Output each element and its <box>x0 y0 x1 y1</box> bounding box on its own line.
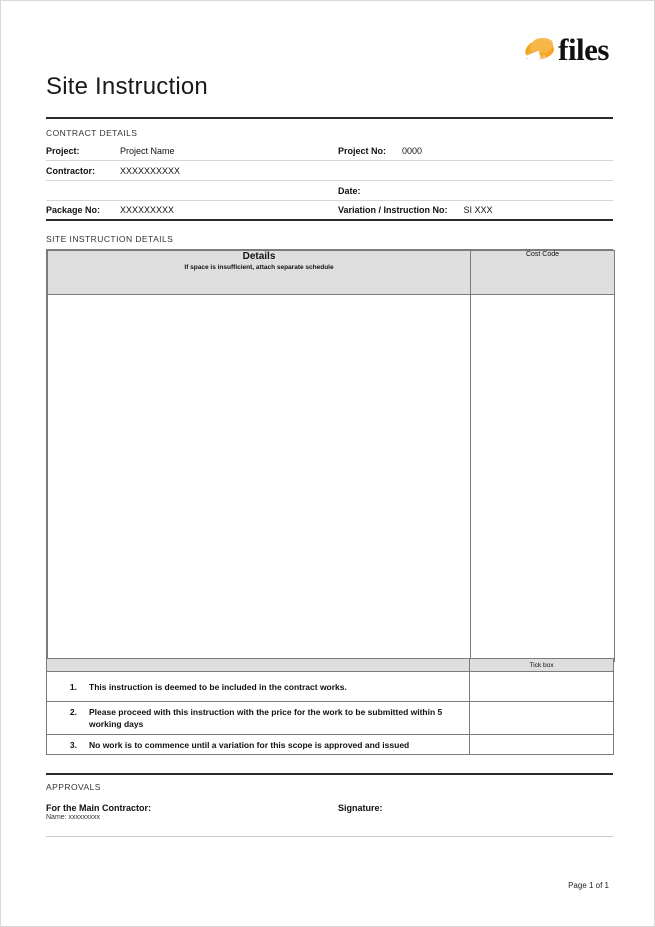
contract-details-grid <box>46 141 613 221</box>
signature-label: Signature: <box>338 803 383 813</box>
tick-checkbox-3[interactable] <box>470 735 614 755</box>
field-label-package-no: Package No: <box>46 205 101 215</box>
tick-header-row <box>47 659 614 672</box>
contract-details-row <box>46 161 613 181</box>
tick-checkbox-1[interactable] <box>470 672 614 702</box>
table-header-row <box>48 251 615 295</box>
tick-item-3 <box>47 735 470 755</box>
field-label-project-no: Project No: <box>338 145 387 156</box>
table-row <box>47 702 614 735</box>
tick-header-label: Tick box <box>470 659 614 672</box>
signature-line <box>46 836 613 837</box>
folder-blob-icon <box>523 37 557 63</box>
tick-item-1-number: 1. <box>69 681 77 692</box>
contract-details-row <box>46 181 613 201</box>
tick-header-blank <box>47 659 470 672</box>
field-value-project-no[interactable]: 0000 <box>402 145 423 156</box>
table-row <box>48 295 615 662</box>
contract-details-row <box>46 141 613 161</box>
tick-item-3-number: 3. <box>69 739 77 750</box>
tick-item-2-number: 2. <box>69 707 77 717</box>
table-row <box>47 735 614 755</box>
contract-details-row <box>46 201 613 221</box>
brand-logo-text: files <box>558 32 609 67</box>
field-label-project: Project: <box>46 145 80 156</box>
cost-code-input-area[interactable] <box>471 295 615 662</box>
brand-logo <box>523 27 609 65</box>
field-value-project[interactable]: Project Name <box>120 145 175 156</box>
approvals-divider <box>46 773 613 775</box>
field-value-contractor[interactable]: XXXXXXXXXX <box>120 165 181 176</box>
approvals-row <box>46 803 613 825</box>
field-value-variation-no[interactable]: SI XXX <box>463 205 493 215</box>
field-value-package-no[interactable]: XXXXXXXXX <box>120 205 175 215</box>
page-title: Site Instruction <box>46 73 208 100</box>
contract-details-heading: CONTRACT DETAILS <box>46 128 138 138</box>
tick-checkbox-2[interactable] <box>470 702 614 735</box>
column-header-cost-code: Cost Code <box>471 251 615 295</box>
table-row <box>47 672 614 702</box>
field-label-date: Date: <box>338 185 361 196</box>
field-label-contractor: Contractor: <box>46 165 95 176</box>
approvals-heading: APPROVALS <box>46 782 101 792</box>
column-header-details-subtitle: If space is insufficient, attach separate schedule <box>184 264 334 271</box>
tick-item-1 <box>47 672 470 702</box>
column-header-details-title: Details <box>242 251 276 262</box>
page-number: Page 1 of 1 <box>568 881 609 890</box>
tick-item-2-text: Please proceed with this instruction with the price for the work to be submitted within 5 working days <box>89 707 443 729</box>
main-contractor-name-line[interactable]: Name: xxxxxxxxx <box>46 814 101 821</box>
title-divider <box>46 117 613 119</box>
site-instruction-table <box>46 249 613 663</box>
tick-box-table <box>46 658 613 755</box>
tick-item-1-text: This instruction is deemed to be included in the contract works. <box>89 681 347 692</box>
site-instruction-details-heading: SITE INSTRUCTION DETAILS <box>46 234 174 244</box>
main-contractor-label: For the Main Contractor: <box>46 803 151 813</box>
tick-item-3-text: No work is to commence until a variation for this scope is approved and issued <box>89 739 410 750</box>
details-input-area[interactable] <box>48 295 471 662</box>
field-label-variation-no: Variation / Instruction No: <box>338 205 448 215</box>
column-header-details <box>48 251 471 295</box>
tick-item-2 <box>47 702 470 735</box>
